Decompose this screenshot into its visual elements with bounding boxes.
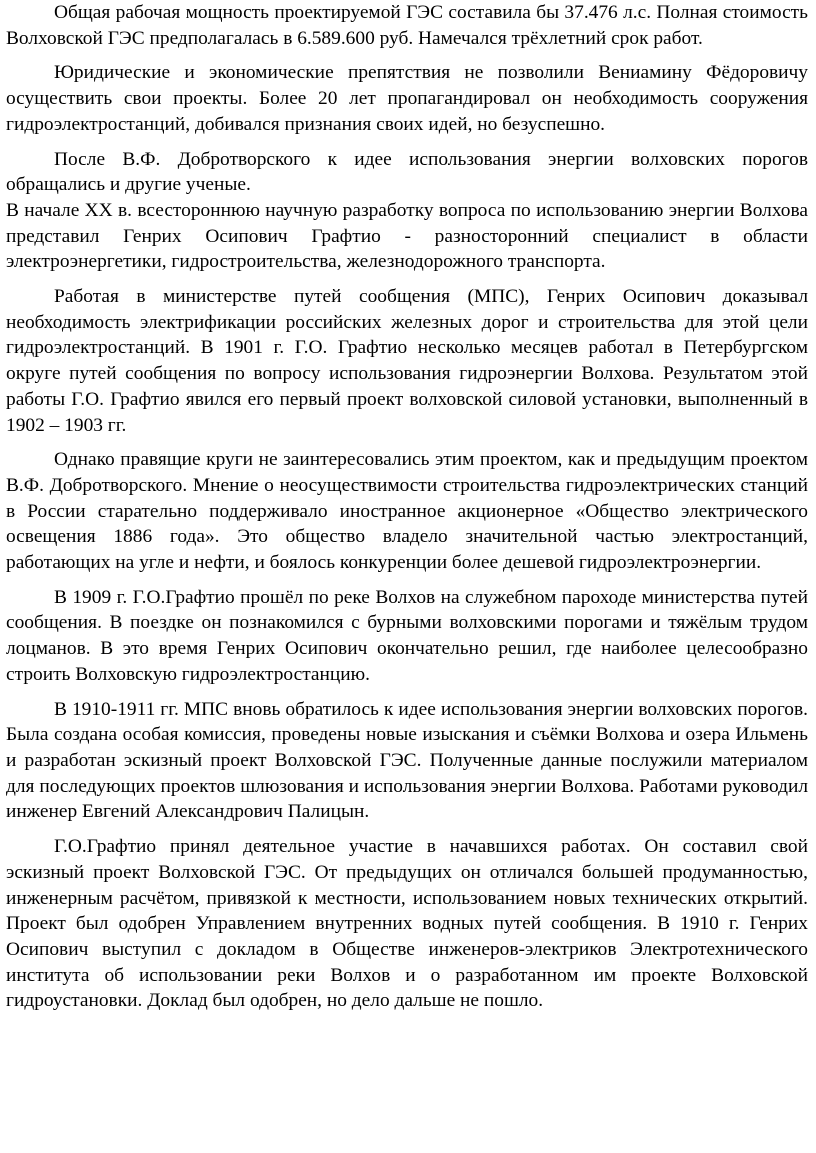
paragraph-graftio-project: Г.О.Графтио принял деятельное участие в начавшихся работах. Он составил свой эскизный проект Волховской ГЭС. От предыдущих он отличался большей продуманностью, инженерным расчётом, привязкой к местности, использованием новых технических открытий. Проект был одобрен Управлением внутренних водных путей сообщения. В 1910 г. Генрих Осипович выступил с докладом в Обществе инженеров-электриков Электротехнического института об использовании реки Волхов и о разработанном им проекте Волховской гидроустановки. Доклад был одобрен, но дело дальше не пошло. xyxy=(6,836,808,1012)
paragraph-obstacles: Юридические и экономические препятствия не позволили Вениамину Фёдоровичу осуществить свои проекты. Более 20 лет пропагандировал он необходимость сооружения гидроэлектростанций, добивался признания своих идей, но безуспешно. xyxy=(6,62,808,135)
paragraph-other-scientists: После В.Ф. Добротворского к идее использования энергии волховских порогов обращались и другие ученые. xyxy=(6,148,808,196)
paragraph-1909-trip: В 1909 г. Г.О.Графтио прошёл по реке Волхов на служебном пароходе министерства путей сообщения. В поездке он познакомился с бурными волховскими порогами и тяжёлым трудом лоцманов. В это время Генрих Осипович окончательно решил, где наиболее целесообразно строить Волховскую гидроэлектростанцию. xyxy=(6,586,808,685)
paragraph-1910-commission: В 1910-1911 гг. МПС вновь обратилось к идее использования энергии волховских порогов. Была создана особая комиссия, проведены новые изыскания и съёмки Волхова и озера Ильмень и разработан эскизный проект Волховской ГЭС. Полученные данные послужили материалом для последующих проектов шлюзования и использования энергии Волхова. Работами руководил инженер Евгений Александрович Палицын. xyxy=(6,698,808,823)
paragraph-ruling-circles: Однако правящие круги не заинтересовались этим проектом, как и предыдущим проектом В.Ф. Добротворского. Мнение о неосуществимости строительства гидроэлектрических станций в России старательно поддерживало иностранное акционерное «Общество электрического освещения 1886 года». Это общество владело значительной частью электростанций, работающих на угле и нефти, и боялось конкуренции более дешевой гидроэлектроэнергии. xyxy=(6,449,808,574)
paragraph-cost: Общая рабочая мощность проектируемой ГЭС составила бы 37.476 л.с. Полная стоимость Волховской ГЭС предполагалась в 6.589.600 руб. Намечался трёхлетний срок работ. xyxy=(6,2,808,49)
paragraph-graftio-intro: В начале XX в. всестороннюю научную разработку вопроса по использованию энергии Волхова представил Генрих Осипович Графтио - разносторонний специалист в области электроэнергетики, гидростроительства, железнодорожного транспорта. xyxy=(6,199,808,273)
paragraph-mps-work: Работая в министерстве путей сообщения (МПС), Генрих Осипович доказывал необходимость электрификации российских железных дорог и строительства для этой цели гидроэлектростанций. В 1901 г. Г.О. Графтио несколько месяцев работал в Петербургском округе путей сообщения по вопросу использования гидроэнергии Волхова. Результатом этой работы Г.О. Графтио явился его первый проект волховской силовой установки, выполненный в 1902 – 1903 гг. xyxy=(6,286,808,436)
